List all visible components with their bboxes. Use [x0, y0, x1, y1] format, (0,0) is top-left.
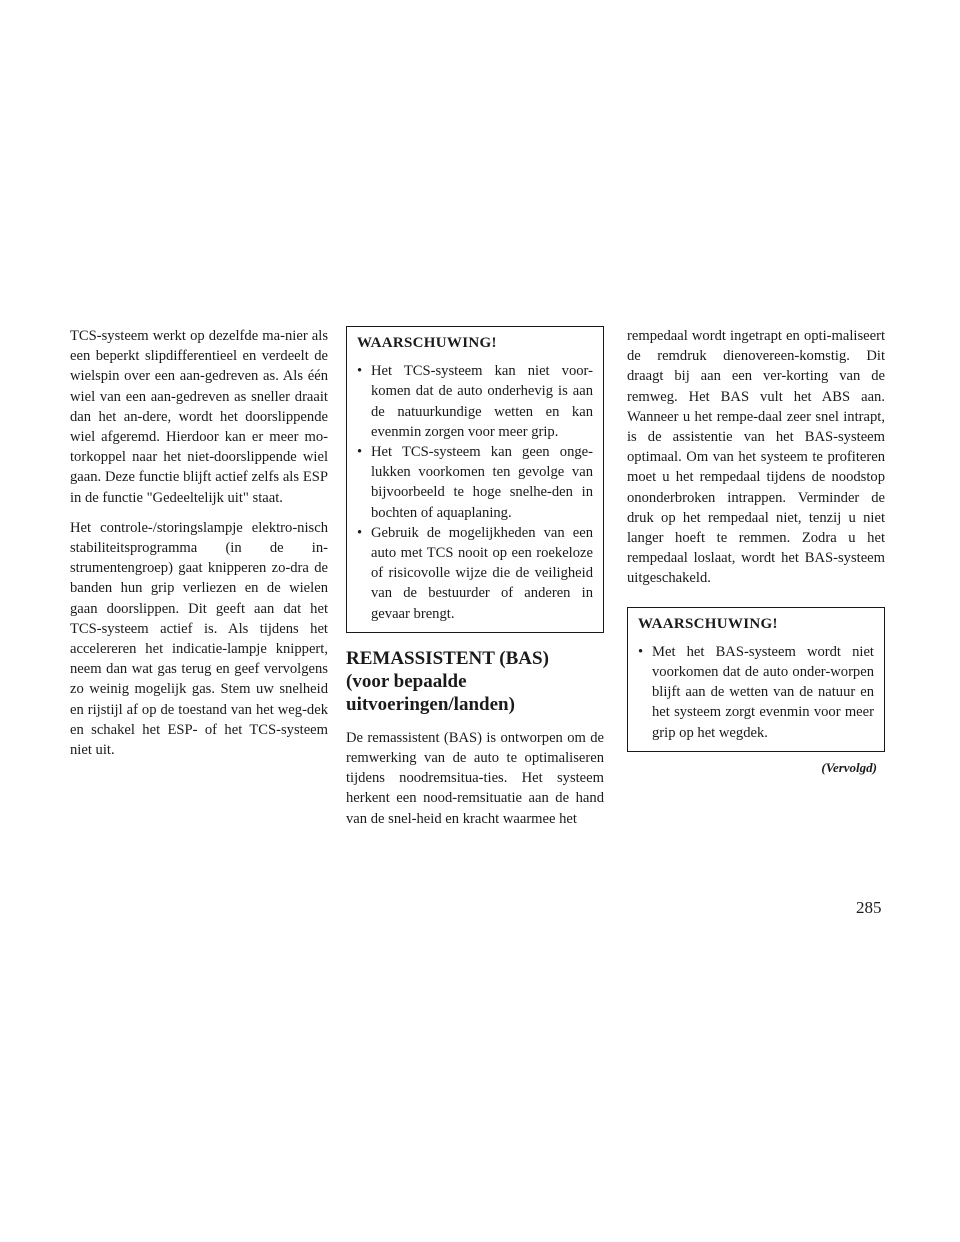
heading-line: REMASSISTENT (BAS)	[346, 647, 549, 669]
paragraph-bas-continued: rempedaal wordt ingetrapt en opti-maliseert de remdruk dienovereen-komstig. Dit draagt bij aan een ver-korting van de remweg. Het BAS vult het ABS aan. Wanneer u het rempe-daal zeer snel intrapt, is de assistentie van het BAS-systeem optimaal. Om van het systeem te profiteren moet u het rempedaal tijdens de noodstop ononderbroken intrappen. Verminder de druk op het rempedaal niet, tenzij u niet langer hoeft te remmen. Zodra u het rempedaal loslaat, wordt het BAS-systeem uitgeschakeld.	[627, 328, 885, 587]
paragraph-tcs-function: TCS-systeem werkt op dezelfde ma-nier als een beperkt slipdifferentieel en verdeelt de wielspin over een aan-gedreven as. Als één wiel van een aan-gedreven as sneller draait dan het an-dere, wordt het doorslippende wiel afgeremd. Hierdoor kan er meer mo-torkoppel naar het niet-doorslippende wiel gaan. Deze functie blijft actief zelfs als ESP in de functie "Gedeeltelijk uit" staat.	[70, 328, 328, 506]
heading-line: (voor bepaalde	[346, 670, 467, 692]
section-heading-bas	[346, 647, 604, 716]
heading-line: uitvoeringen/landen)	[346, 693, 515, 715]
paragraph-bas-intro: De remassistent (BAS) is ontworpen om de remwerking van de auto te optimaliseren tijdens noodremsitua-ties. Het systeem herkent een nood-remsituatie aan de hand van de snel-heid en kracht waarmee het	[346, 729, 604, 827]
paragraph-warning-lamp: Het controle-/storingslampje elektro-nisch stabiliteitsprogramma (in de in-strumentengroep) gaat knipperen zo-dra de banden hun grip verliezen en de wielen gaan doorslippen. Dit geeft aan dat het TCS-systeem actief is. Als tijdens het accelereren het indicatie-lampje knippert, neem dan wat gas terug en geef vervolgens zo weinig mogelijk gas. Stem uw snelheid en rijstijl af op de toestand van het weg-dek en schakel het ESP- of het TCS-systeem niet uit.	[70, 519, 328, 759]
warning-box-bas	[627, 607, 885, 752]
warning-list	[638, 642, 874, 743]
continued-label: (Vervolgd)	[821, 759, 877, 775]
text-column-right	[627, 326, 885, 778]
page-number: 285	[856, 898, 882, 917]
warning-item: • Met het BAS-systeem wordt niet voorkomen dat de auto onder-worpen blijft aan de wetten van de natuur en het systeem zorgt evenmin voor meer grip op het wegdek.	[638, 642, 874, 743]
warning-box-tcs	[346, 326, 604, 633]
warning-item: • Gebruik de mogelijkheden van een auto met TCS nooit op een roekeloze of risicovolle wijze die de veiligheid van de bestuurder of anderen in gevaar brengt.	[357, 523, 593, 624]
warning-item: • Het TCS-systeem kan geen onge-lukken voorkomen ten gevolge van bijvoorbeeld te hoge snelhe-den in bochten of aquaplaning.	[357, 442, 593, 523]
warning-title: WAARSCHUWING!	[638, 615, 778, 632]
warning-item: • Het TCS-systeem kan niet voor-komen dat de auto onderhevig is aan de natuurkundige wetten en kan evenmin zorgen voor meer grip.	[357, 361, 593, 442]
warning-list	[357, 361, 593, 624]
text-column-left	[70, 326, 328, 760]
warning-title: WAARSCHUWING!	[357, 335, 497, 351]
text-column-middle	[346, 326, 604, 829]
